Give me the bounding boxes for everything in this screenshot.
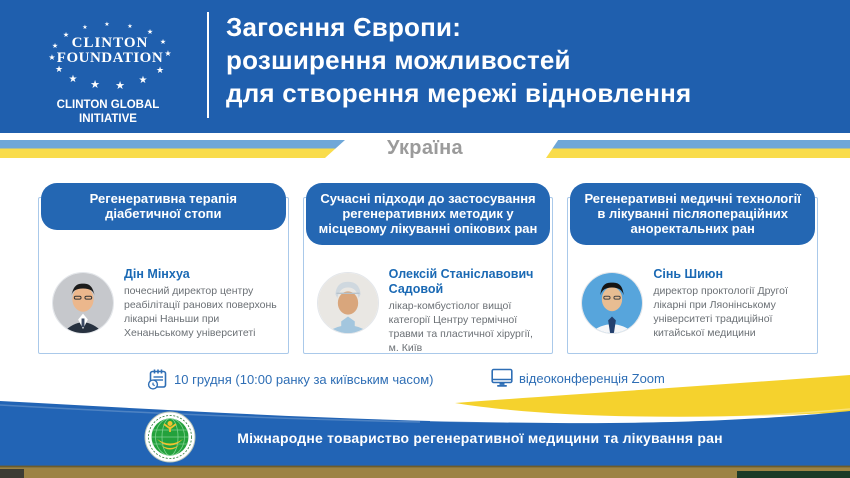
card-burn-wounds (303, 183, 554, 355)
svg-text:★: ★ (127, 23, 133, 30)
speaker-name: Дін Мінхуа (124, 267, 190, 281)
logo-text-clinton: CLINTON (71, 35, 149, 51)
clinton-foundation-logo-icon (8, 4, 208, 128)
speaker-text (389, 267, 546, 355)
svg-text:★: ★ (51, 42, 59, 50)
logo-subtext-1: CLINTON GLOBAL (56, 99, 160, 111)
footer-organization: Міжнародне товариство регенеративної медицини та лікування ран (237, 430, 723, 446)
svg-text:★: ★ (159, 38, 167, 46)
svg-text:★: ★ (164, 49, 172, 58)
speaker-bio: директор проктології Другої лікарні при Ляонінському університеті традиційної китайської медицини (653, 285, 788, 339)
clinton-foundation-logo (8, 4, 208, 128)
card-topic: Сучасні підходи до застосування регенеративних методик у місцевому лікуванні опікових ран (306, 183, 551, 245)
speaker-photo-sadovoy (317, 272, 379, 334)
card-anorectal-wounds (567, 183, 818, 355)
schedule-format-text: відеоконференція Zoom (519, 370, 665, 386)
svg-text:★: ★ (104, 21, 110, 28)
speaker-block (38, 267, 289, 340)
speaker-name: Олексій Станіславович Садовой (388, 267, 534, 296)
header-band (0, 0, 850, 133)
speaker-bio: лікар-комбустіолог вищої категорії Центру термічної травми та пластичної хірургії, м. Київ (388, 300, 533, 354)
speaker-cards (38, 183, 818, 355)
svg-text:★: ★ (146, 28, 154, 36)
svg-text:★: ★ (82, 24, 88, 31)
logo-text-foundation: FOUNDATION (56, 50, 164, 66)
page-title (226, 11, 691, 110)
svg-text:★: ★ (68, 74, 78, 85)
speaker-photo-sin-shiyun (581, 272, 643, 334)
speaker-text (653, 267, 810, 340)
speaker-block (303, 267, 554, 355)
speaker-name: Сінь Шиюн (653, 267, 724, 281)
title-line-3: для створення мережі відновлення (226, 78, 692, 108)
card-topic: Регенеративні медичні технології в лікуванні післяопераційних аноректальних ран (570, 183, 815, 245)
svg-text:★: ★ (62, 31, 70, 39)
svg-text:★: ★ (115, 79, 125, 92)
svg-text:★: ★ (48, 53, 56, 62)
svg-text:★: ★ (90, 78, 100, 91)
title-line-1: Загоєння Європи: (226, 12, 462, 42)
svg-text:★: ★ (54, 65, 64, 75)
country-label: Україна (387, 137, 463, 159)
footer-wave-graphic (0, 372, 850, 478)
svg-text:★: ★ (155, 66, 165, 76)
schedule-date-text: 10 грудня (10:00 ранку за київським часом) (174, 371, 434, 387)
speaker-block (567, 267, 818, 340)
card-diabetic-foot (38, 183, 289, 355)
title-line-2: розширення можливостей (226, 45, 571, 75)
speaker-photo-din-minhua (52, 272, 114, 334)
card-topic: Регенеративна терапія діабетичної стопи (41, 183, 286, 230)
logo-subtext-2: INITIATIVE (79, 113, 137, 125)
svg-text:★: ★ (138, 75, 148, 86)
speaker-text (124, 267, 281, 340)
header-divider (207, 12, 209, 118)
speaker-bio: почесний директор центру реабілітації ранових поверхонь лікарні Наньши при Хенаньському університеті (124, 285, 277, 339)
